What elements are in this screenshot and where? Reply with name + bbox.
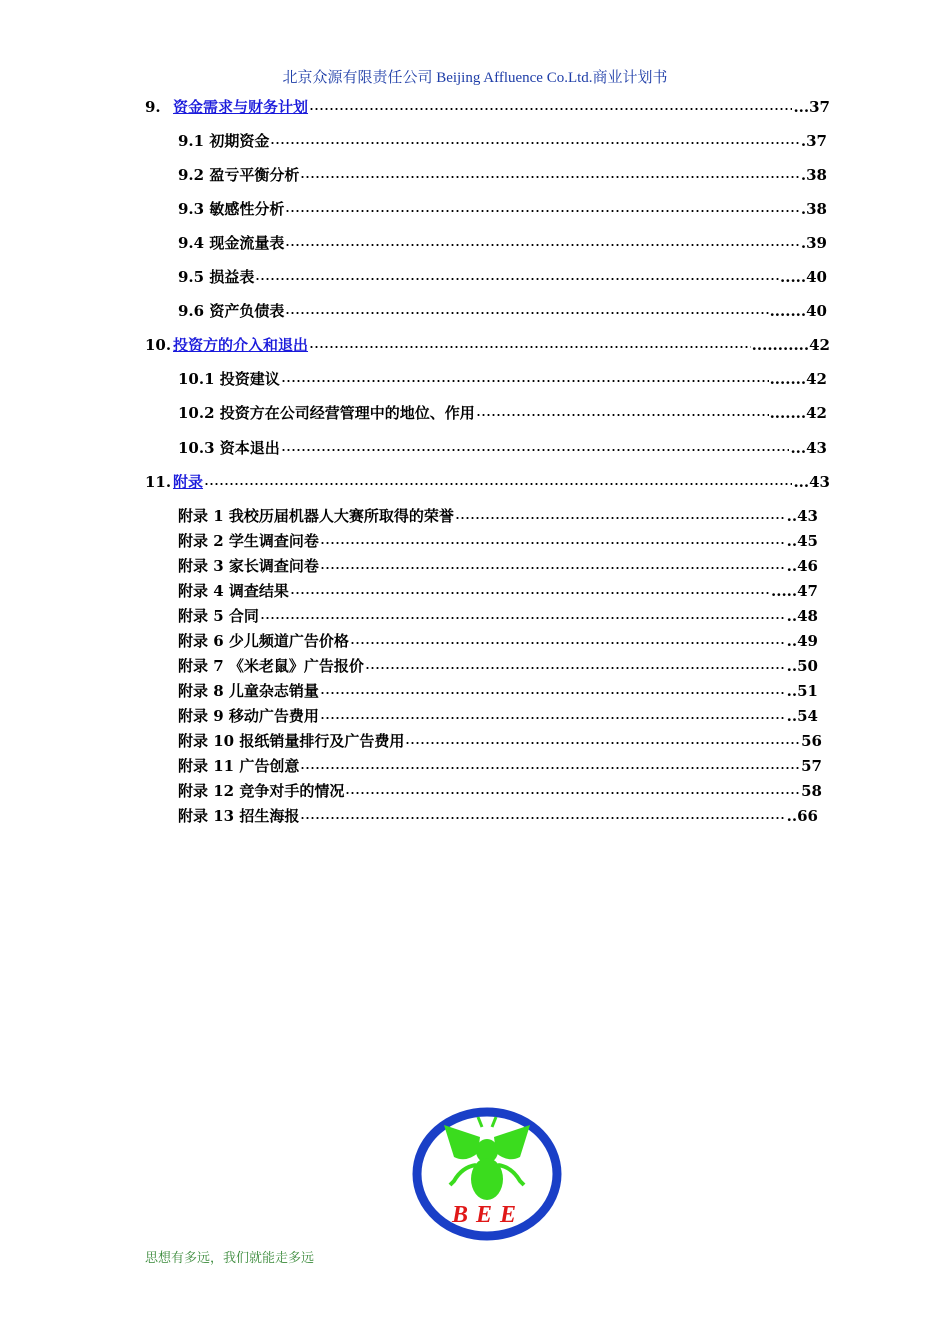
toc-entry-10[interactable] bbox=[145, 334, 830, 355]
leader-dots bbox=[405, 740, 800, 746]
appendix-title: 附录 6 少儿频道广告价格 bbox=[178, 632, 349, 650]
appendix-title: 附录 3 家长调查问卷 bbox=[178, 557, 319, 575]
toc-link-appendix[interactable]: 附录 bbox=[173, 473, 204, 491]
appendix-title: 附录 9 移动广告费用 bbox=[178, 707, 319, 725]
appendix-entry[interactable] bbox=[178, 805, 818, 826]
toc-title: 10.3 资本退出 bbox=[178, 439, 280, 457]
footer-slogan: 思想有多远，我们就能走多远 bbox=[145, 1251, 315, 1266]
leader-dots bbox=[300, 815, 785, 821]
leader-dots bbox=[260, 615, 786, 621]
toc-number: 11. bbox=[145, 473, 172, 491]
appendix-entry[interactable] bbox=[178, 705, 818, 726]
appendix-title: 附录 10 报纸销量排行及广告费用 bbox=[178, 732, 405, 750]
appendix-entry[interactable] bbox=[178, 730, 822, 751]
toc-entry-9-4[interactable] bbox=[178, 232, 827, 253]
appendix-page-number: ..46 bbox=[786, 557, 818, 575]
leader-dots bbox=[300, 174, 800, 180]
toc-page-number: .....40 bbox=[780, 268, 827, 286]
toc-entry-10-2[interactable] bbox=[178, 402, 827, 423]
toc-page-number: ...43 bbox=[793, 473, 830, 491]
logo-text: BEE bbox=[451, 1202, 525, 1228]
appendix-title: 附录 12 竞争对手的情况 bbox=[178, 782, 345, 800]
leader-dots bbox=[270, 140, 800, 146]
toc-title: 9.3 敏感性分析 bbox=[178, 200, 285, 218]
leader-dots bbox=[320, 565, 786, 571]
toc-title: 9.4 现金流量表 bbox=[178, 234, 285, 252]
appendix-title: 附录 8 儿童杂志销量 bbox=[178, 682, 319, 700]
appendix-entry[interactable] bbox=[178, 555, 818, 576]
appendix-entry[interactable] bbox=[178, 530, 818, 551]
bee-logo bbox=[410, 1105, 565, 1243]
toc-page-number: .38 bbox=[800, 166, 827, 184]
toc-page-number: .......40 bbox=[769, 302, 827, 320]
appendix-title: 附录 13 招生海报 bbox=[178, 807, 300, 825]
appendix-page-number: ..54 bbox=[786, 707, 818, 725]
toc-title: 9.2 盈亏平衡分析 bbox=[178, 166, 300, 184]
leader-dots bbox=[365, 665, 786, 671]
toc-page-number: .38 bbox=[800, 200, 827, 218]
leader-dots bbox=[309, 344, 751, 350]
appendix-page-number: ..49 bbox=[786, 632, 818, 650]
leader-dots bbox=[455, 515, 786, 521]
appendix-page-number: ..48 bbox=[786, 607, 818, 625]
toc-entry-11[interactable] bbox=[145, 471, 830, 492]
appendix-entry[interactable] bbox=[178, 580, 818, 601]
toc-page-number: .......42 bbox=[769, 370, 827, 388]
page-header: 北京众源有限责任公司 Beijing Affluence Co.Ltd.商业计划书 bbox=[282, 70, 668, 86]
appendix-title: 附录 2 学生调查问卷 bbox=[178, 532, 319, 550]
leader-dots bbox=[290, 590, 770, 596]
leader-dots bbox=[309, 106, 792, 112]
leader-dots bbox=[281, 447, 790, 453]
appendix-page-number: ..51 bbox=[786, 682, 818, 700]
appendix-title: 附录 5 合同 bbox=[178, 607, 259, 625]
toc-entry-9-5[interactable] bbox=[178, 266, 827, 287]
appendix-title: 附录 1 我校历届机器人大赛所取得的荣誉 bbox=[178, 507, 454, 525]
leader-dots bbox=[320, 690, 786, 696]
appendix-entry[interactable] bbox=[178, 630, 818, 651]
appendix-entry[interactable] bbox=[178, 505, 818, 526]
appendix-title: 附录 7 《米老鼠》广告报价 bbox=[178, 657, 364, 675]
toc-entry-10-3[interactable] bbox=[178, 437, 827, 458]
toc-page-number: .39 bbox=[800, 234, 827, 252]
toc-title: 9.1 初期资金 bbox=[178, 132, 270, 150]
appendix-title: 附录 11 广告创意 bbox=[178, 757, 300, 775]
appendix-page-number: ..66 bbox=[786, 807, 818, 825]
leader-dots bbox=[320, 540, 786, 546]
leader-dots bbox=[300, 765, 800, 771]
leader-dots bbox=[281, 378, 769, 384]
toc-entry-9-3[interactable] bbox=[178, 198, 827, 219]
toc-title: 10.2 投资方在公司经营管理中的地位、作用 bbox=[178, 404, 475, 422]
appendix-page-number: 57 bbox=[801, 757, 822, 775]
leader-dots bbox=[350, 640, 786, 646]
toc-title: 10.1 投资建议 bbox=[178, 370, 280, 388]
toc-page-number: .......42 bbox=[769, 404, 827, 422]
toc-link-investor[interactable]: 投资方的介入和退出 bbox=[173, 336, 309, 354]
leader-dots bbox=[285, 208, 800, 214]
appendix-page-number: .....47 bbox=[771, 582, 818, 600]
leader-dots bbox=[345, 790, 800, 796]
appendix-page-number: ..50 bbox=[786, 657, 818, 675]
toc-title: 9.5 损益表 bbox=[178, 268, 255, 286]
appendix-page-number: ..45 bbox=[786, 532, 818, 550]
toc-number: 9. bbox=[145, 98, 161, 116]
toc-entry-9-2[interactable] bbox=[178, 164, 827, 185]
toc-link-funding[interactable]: 资金需求与财务计划 bbox=[173, 98, 309, 116]
leader-dots bbox=[204, 481, 792, 487]
appendix-page-number: 58 bbox=[801, 782, 822, 800]
appendix-page-number: ..43 bbox=[786, 507, 818, 525]
toc-entry-10-1[interactable] bbox=[178, 368, 827, 389]
leader-dots bbox=[476, 412, 769, 418]
appendix-entry[interactable] bbox=[178, 605, 818, 626]
leader-dots bbox=[320, 715, 786, 721]
toc-page-number: .37 bbox=[800, 132, 827, 150]
appendix-entry[interactable] bbox=[178, 780, 822, 801]
appendix-entry[interactable] bbox=[178, 755, 822, 776]
appendix-entry[interactable] bbox=[178, 680, 818, 701]
toc-entry-9-6[interactable] bbox=[178, 300, 827, 321]
appendix-entry[interactable] bbox=[178, 655, 818, 676]
leader-dots bbox=[285, 242, 800, 248]
toc-title: 9.6 资产负债表 bbox=[178, 302, 285, 320]
appendix-page-number: 56 bbox=[801, 732, 822, 750]
toc-page-number: ...37 bbox=[793, 98, 830, 116]
toc-page-number: ...........42 bbox=[751, 336, 830, 354]
leader-dots bbox=[255, 276, 779, 282]
leader-dots bbox=[285, 310, 768, 316]
toc-page-number: ...43 bbox=[790, 439, 827, 457]
toc-entry-9[interactable] bbox=[145, 96, 830, 117]
toc-number: 10. bbox=[145, 336, 172, 354]
appendix-title: 附录 4 调查结果 bbox=[178, 582, 289, 600]
toc-entry-9-1[interactable] bbox=[178, 130, 827, 151]
